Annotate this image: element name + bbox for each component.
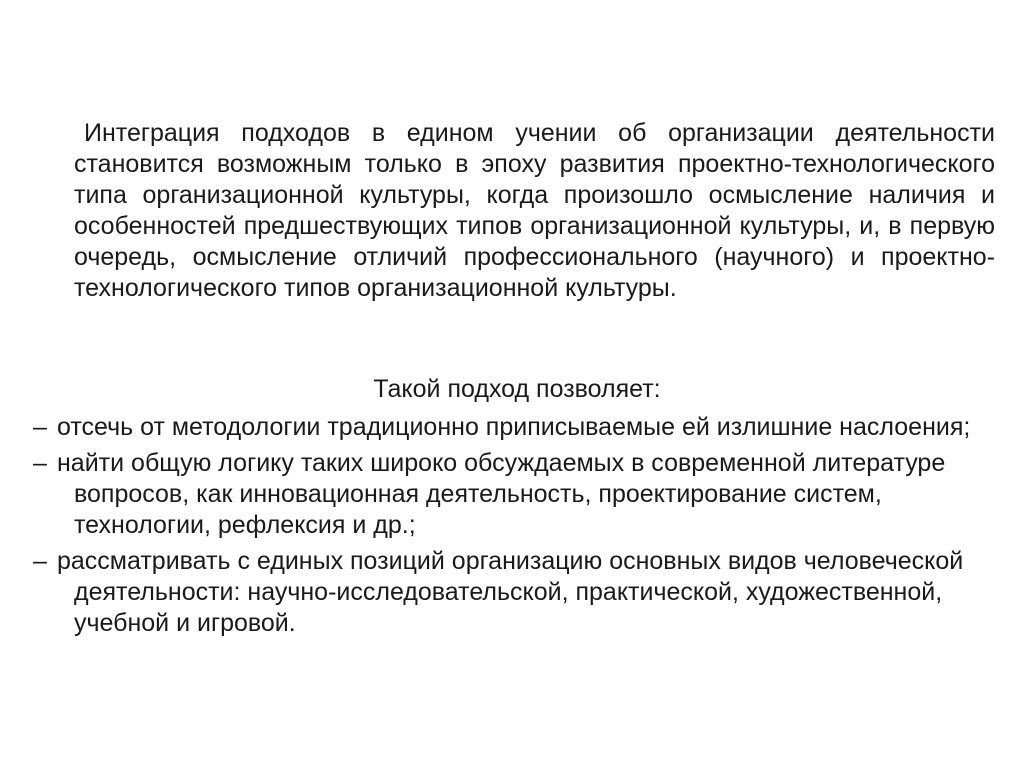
list-item [33,448,1003,541]
bullet-list [33,412,1003,644]
list-item-text: рассматривать с единых позиций организацию основных видов человеческой деятельности: научно-исследовательской, практической, художественной, учебной и игровой. [57,547,964,637]
list-item-text: найти общую логику таких широко обсуждаемых в современной литературе вопросов, как инновационная деятельность, проектирование систем, технологии, рефлексия и др.; [57,449,946,539]
dash-marker: – [33,547,47,575]
dash-marker: – [33,413,47,441]
list-item [33,412,1003,443]
list-item [33,546,1003,639]
body-paragraph: Интеграция подходов в едином учении об организации деятельности становится возможным только в эпоху развития проектно-технологического типа организационной культуры, когда произошло осмысление наличия и особенностей предшествующих типов организационной культуры, и, в первую очередь, осмысление отличий профессионального (научного) и проектно-технологического типов организационной культуры. [74,119,995,302]
dash-marker: – [33,449,47,477]
list-item-text: отсечь от методологии традиционно приписываемые ей излишние наслоения; [57,413,971,441]
lead-sentence: Такой подход позволяет: [373,375,661,403]
